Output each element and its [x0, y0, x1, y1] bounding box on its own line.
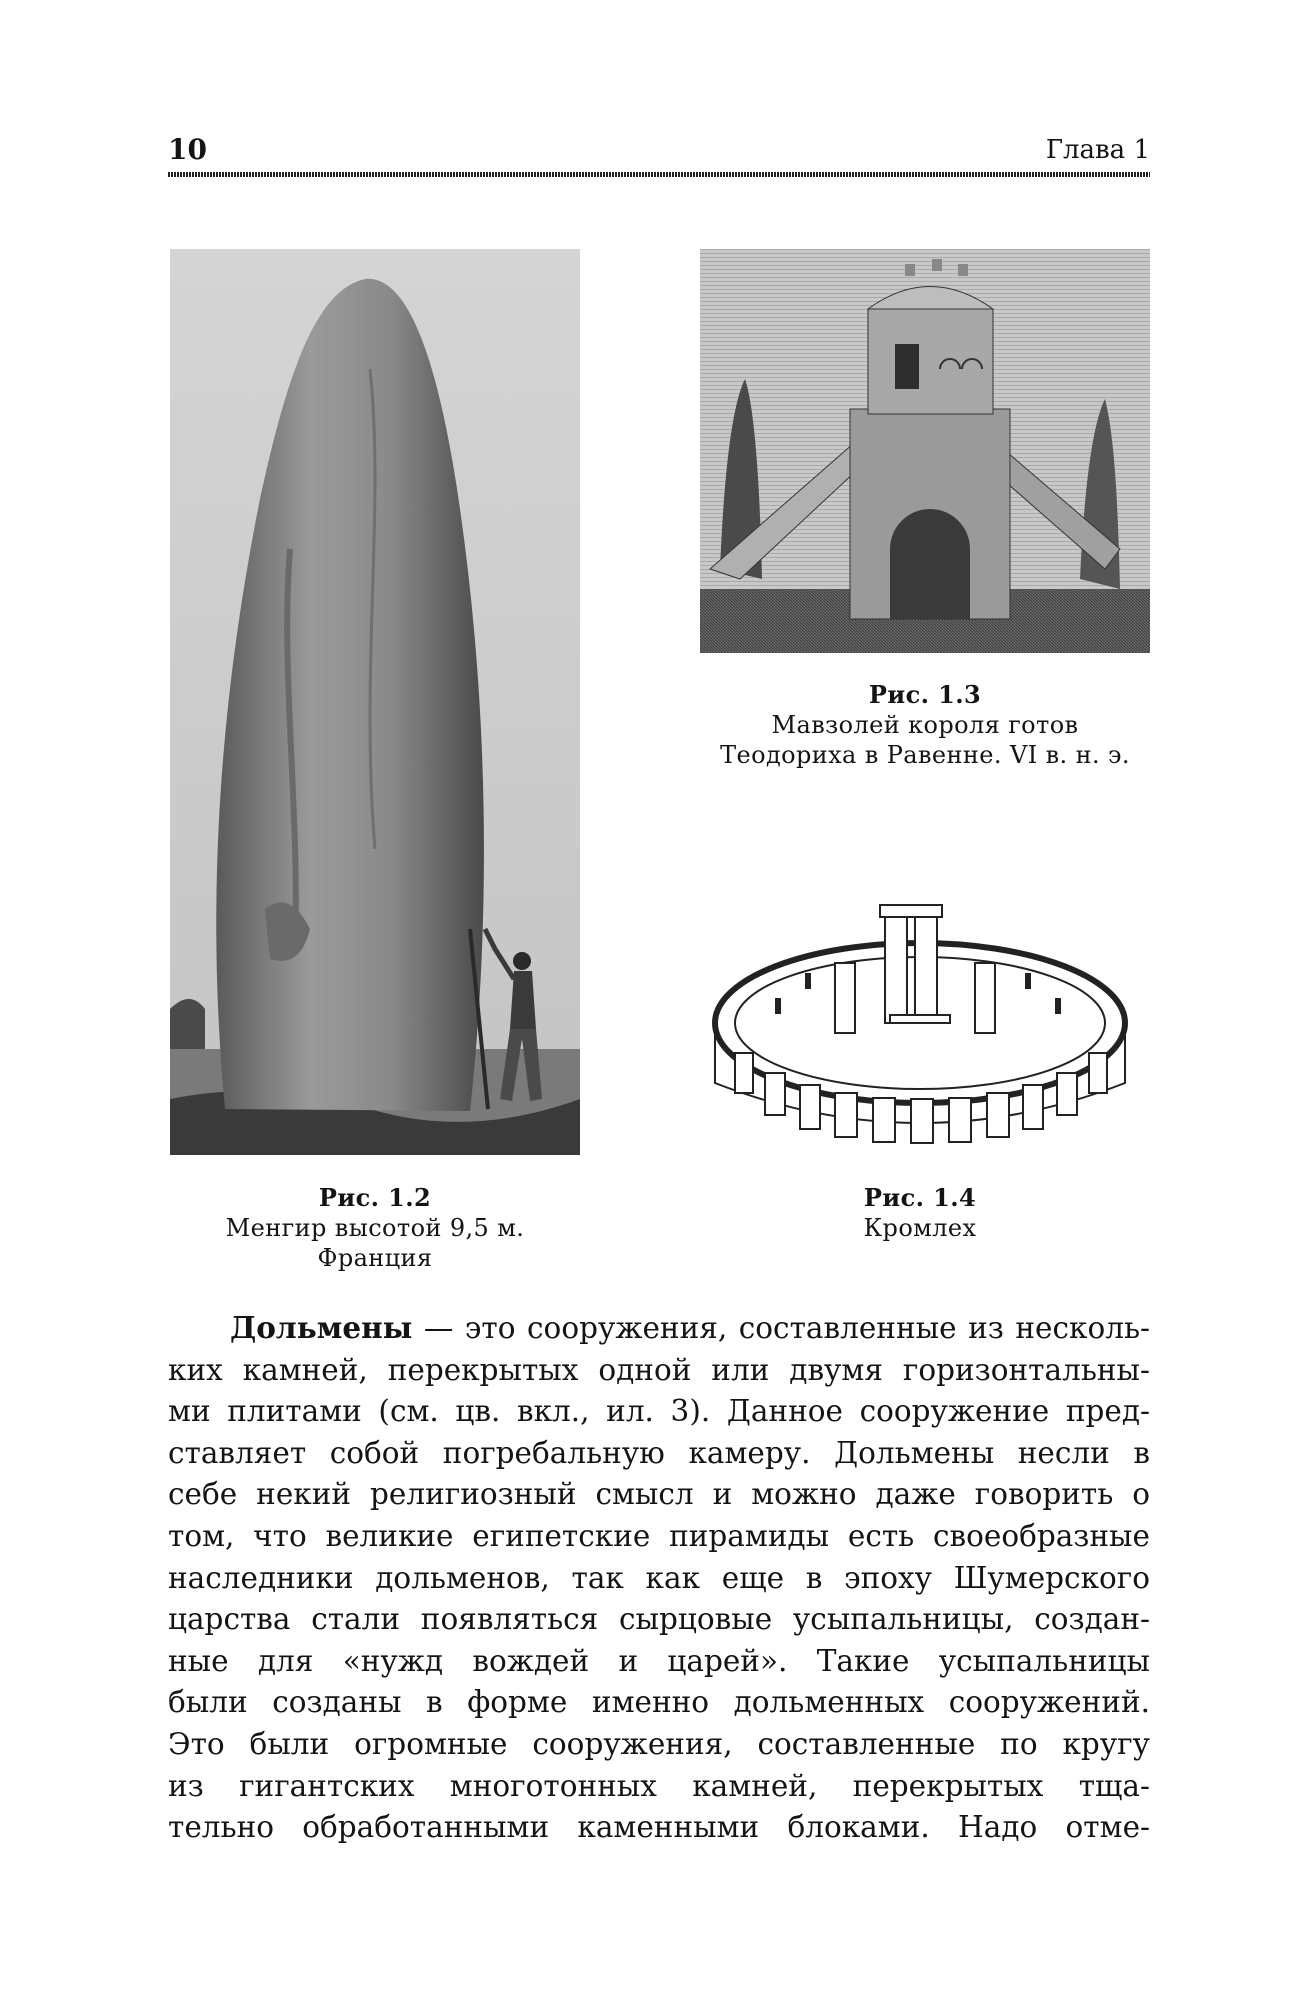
text-line: себе некий религиозный смысл и можно даже говорить о: [168, 1477, 1150, 1512]
figure-1-3-caption: [690, 680, 1160, 770]
text-line: царства стали появляться сырцовые усыпальницы, создан-: [168, 1602, 1150, 1637]
caption-line: Мавзолей короля готов: [771, 711, 1079, 739]
text-line: [168, 1307, 1150, 1350]
cromlech-illustration: [705, 903, 1135, 1155]
menhir-illustration: [170, 249, 580, 1155]
mausoleum-illustration: [700, 249, 1150, 653]
text-line: том, что великие египетские пирамиды есть своеобразные: [168, 1518, 1150, 1553]
caption-line: Менгир высотой 9,5 м.: [225, 1214, 525, 1242]
header-rule: [168, 172, 1150, 177]
menhir-photo: [170, 249, 580, 1155]
page-number: 10: [168, 133, 207, 166]
figure-number: Рис. 1.3: [868, 680, 982, 709]
caption-line: Теодориха в Равенне. VI в. н. э.: [720, 741, 1130, 769]
figure-1-2-caption: [170, 1183, 580, 1273]
figure-1-4-caption: [705, 1183, 1135, 1243]
text-line: ные для «нужд вождей и царей». Такие усыпальницы: [168, 1643, 1150, 1678]
figure-number: Рис. 1.4: [863, 1183, 977, 1212]
caption-line: Кромлех: [863, 1214, 977, 1242]
text-line: ставляет собой погребальную камеру. Дольмены несли в: [168, 1435, 1150, 1470]
text-line: из гигантских многотонных камней, перекрытых тща-: [168, 1768, 1150, 1803]
text-fragment: — это сооружения, составленные из несколь-: [412, 1311, 1150, 1345]
figure-number: Рис. 1.2: [318, 1183, 432, 1212]
text-line: были созданы в форме именно дольменных сооружений.: [168, 1685, 1150, 1720]
cromlech-drawing: [705, 903, 1135, 1155]
text-line: ми плитами (см. цв. вкл., ил. 3). Данное сооружение пред-: [168, 1394, 1150, 1429]
running-title: Глава 1: [1045, 135, 1150, 165]
term-dolmens: Дольмены: [230, 1310, 413, 1345]
body-paragraph: [168, 1307, 1150, 1849]
mausoleum-engraving: [700, 249, 1150, 653]
caption-line: Франция: [317, 1244, 433, 1272]
text-line: ких камней, перекрытых одной или двумя горизонтальны-: [168, 1352, 1150, 1387]
page-header: [168, 132, 1150, 176]
text-line: тельно обработанными каменными блоками. Надо отме-: [168, 1810, 1150, 1845]
text-line: Это были огромные сооружения, составленные по кругу: [168, 1726, 1150, 1761]
text-line: наследники дольменов, так как еще в эпоху Шумерского: [168, 1560, 1150, 1595]
